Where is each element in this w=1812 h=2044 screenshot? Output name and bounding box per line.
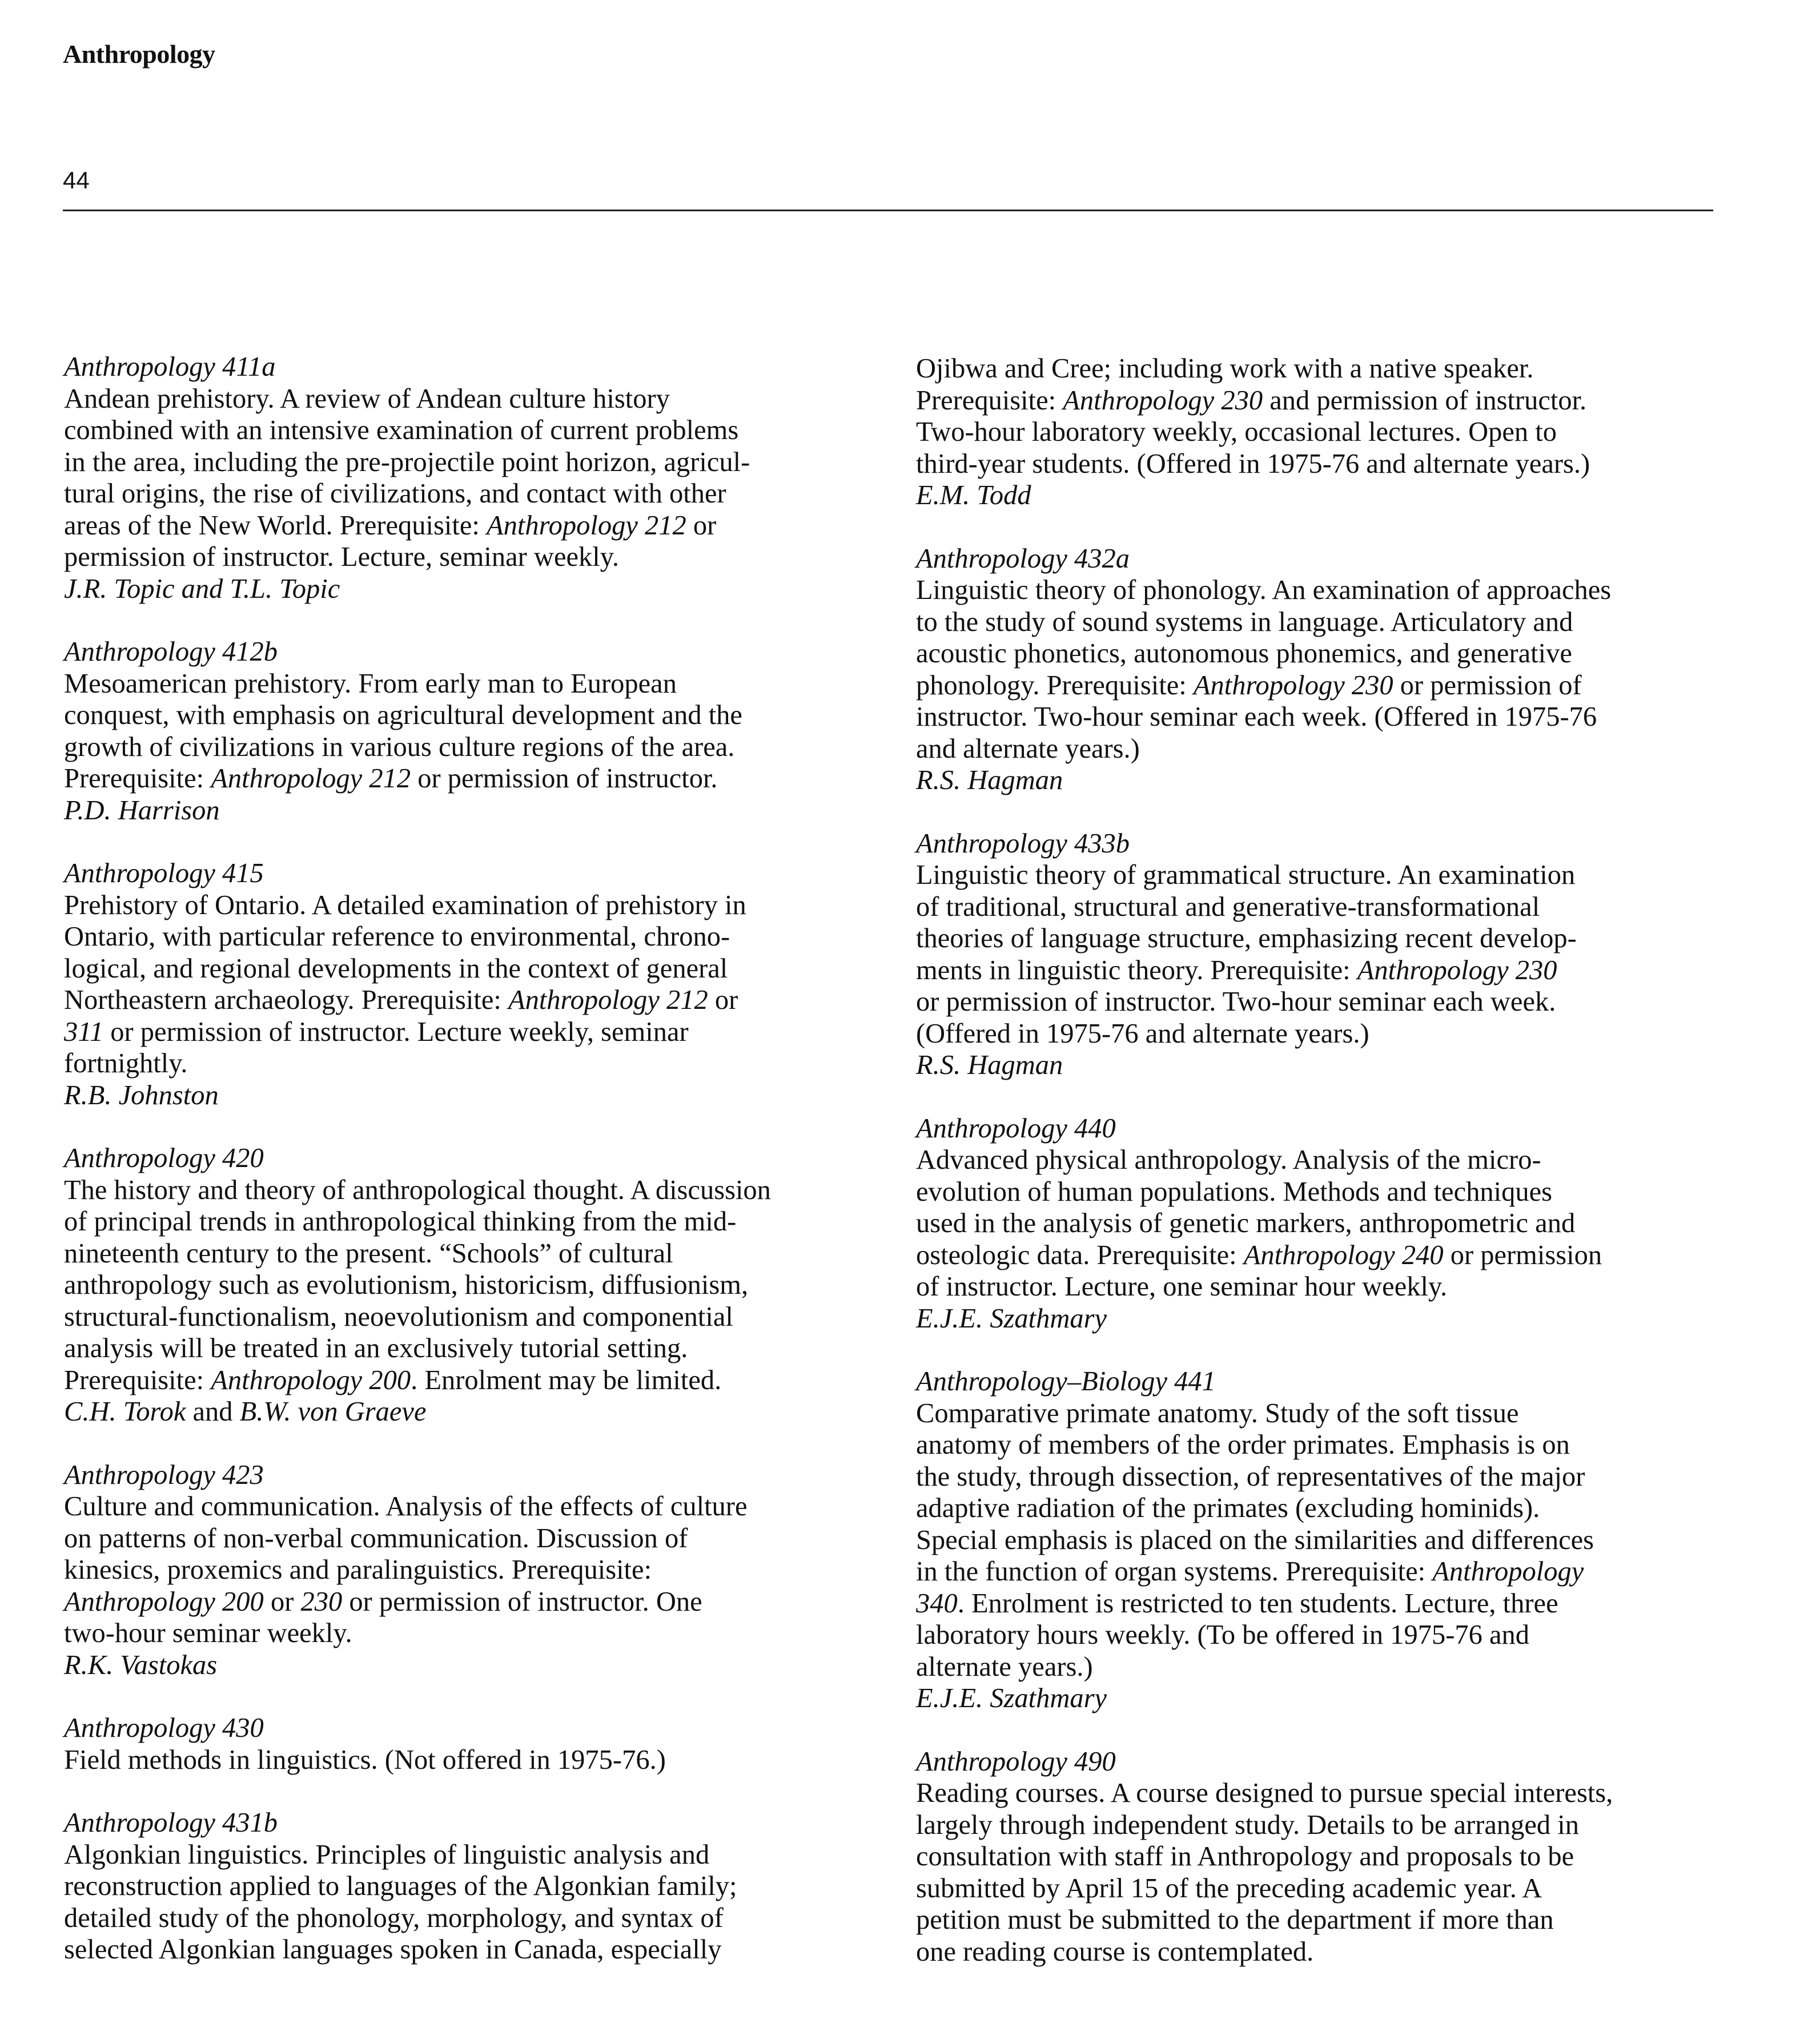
description-line: fortnightly. (64, 1048, 188, 1079)
description-line: nineteenth century to the present. “Schools” of cultural (64, 1238, 673, 1269)
description-line: osteologic data. Prerequisite: Anthropology 240 or permission (916, 1240, 1602, 1270)
course-entry (64, 1712, 875, 1776)
italic-reference: 340 (916, 1588, 958, 1619)
description-line: anatomy of members of the order primates. Emphasis is on (916, 1430, 1570, 1460)
course-instructor: P.D. Harrison (64, 795, 220, 826)
description-line: reconstruction applied to languages of the Algonkian family; (64, 1871, 737, 1901)
course-instructor: J.R. Topic and T.L. Topic (64, 573, 340, 604)
course-title: Anthropology 412b (64, 637, 278, 667)
description-line: Advanced physical anthropology. Analysis of the micro- (916, 1145, 1541, 1175)
description-line: and alternate years.) (916, 733, 1140, 764)
italic-reference: Anthropology 240 (1243, 1240, 1444, 1270)
description-line: Special emphasis is placed on the similarities and differences (916, 1524, 1594, 1555)
description-line: of instructor. Lecture, one seminar hour weekly. (916, 1272, 1448, 1302)
course-title: Anthropology 423 (64, 1459, 264, 1490)
description-line: acoustic phonetics, autonomous phonemics, and generative (916, 638, 1572, 669)
course-entry (64, 1142, 875, 1428)
description-line: theories of language structure, emphasizing recent develop- (916, 923, 1577, 953)
description-line: Ojibwa and Cree; including work with a native speaker. (916, 353, 1534, 384)
description-line: Culture and communication. Analysis of the effects of culture (64, 1491, 748, 1522)
description-line: 311 or permission of instructor. Lecture weekly, seminar (64, 1016, 689, 1047)
description-line: Prerequisite: Anthropology 200. Enrolment may be limited. (64, 1365, 722, 1395)
description-line: adaptive radiation of the primates (excluding hominids). (916, 1493, 1540, 1523)
description-line: largely through independent study. Details to be arranged in (916, 1809, 1579, 1840)
course-title: Anthropology 415 (64, 858, 264, 888)
course-instructor: R.K. Vastokas (64, 1649, 218, 1680)
description-line: submitted by April 15 of the preceding academic year. A (916, 1873, 1542, 1904)
description-line: Anthropology 200 or 230 or permission of instructor. One (64, 1586, 702, 1617)
header-divider (63, 210, 1713, 211)
italic-reference: C.H. Torok (64, 1397, 186, 1427)
description-line: Prerequisite: Anthropology 212 or permission of instructor. (64, 763, 718, 794)
description-line: on patterns of non-verbal communication. Discussion of (64, 1523, 688, 1554)
description-line: permission of instructor. Lecture, seminar weekly. (64, 542, 619, 572)
description-line: conquest, with emphasis on agricultural development and the (64, 700, 742, 730)
description-line: growth of civilizations in various culture regions of the area. (64, 731, 735, 762)
course-entry (64, 1459, 875, 1681)
italic-reference: Anthropology 230 (1063, 385, 1263, 416)
description-line: Linguistic theory of grammatical structure. An examination (916, 860, 1576, 890)
description-line: Prerequisite: Anthropology 230 and permission of instructor. (916, 385, 1587, 416)
description-line: logical, and regional developments in the context of general (64, 953, 728, 984)
description-line: structural-functionalism, neoevolutionism and componential (64, 1301, 733, 1332)
italic-reference: Anthropology 212 (486, 510, 686, 541)
course-entry (916, 1113, 1727, 1335)
course-entry (64, 1807, 875, 1966)
course-title: Anthropology 440 (916, 1113, 1116, 1144)
description-line: in the area, including the pre-projectile point horizon, agricul- (64, 446, 750, 477)
italic-reference: Anthropology 200 (211, 1365, 411, 1395)
description-line: Algonkian linguistics. Principles of linguistic analysis and (64, 1839, 710, 1870)
course-instructor: E.J.E. Szathmary (916, 1303, 1107, 1334)
course-title: Anthropology 432a (916, 543, 1130, 574)
description-line: third-year students. (Offered in 1975-76 and alternate years.) (916, 448, 1590, 479)
course-entry (916, 353, 1727, 512)
course-entry (64, 351, 875, 605)
description-line: detailed study of the phonology, morphology, and syntax of (64, 1902, 724, 1933)
description-line: of principal trends in anthropological thinking from the mid- (64, 1206, 737, 1237)
italic-reference: B.W. von Graeve (239, 1397, 427, 1427)
description-line: Mesoamerican prehistory. From early man to European (64, 668, 677, 699)
description-line: evolution of human populations. Methods and techniques (916, 1176, 1552, 1207)
course-entry (916, 1746, 1727, 1968)
description-line: in the function of organ systems. Prerequisite: Anthropology (916, 1556, 1584, 1587)
course-entry (916, 543, 1727, 796)
course-instructor: E.J.E. Szathmary (916, 1683, 1107, 1713)
italic-reference: Anthropology 230 (1193, 670, 1393, 701)
course-title: Anthropology–Biology 441 (916, 1366, 1216, 1397)
description-line: two-hour seminar weekly. (64, 1618, 352, 1648)
description-line: petition must be submitted to the department if more than (916, 1905, 1554, 1935)
page-number: 44 (63, 167, 90, 194)
course-entry (64, 636, 875, 826)
description-line: one reading course is contemplated. (916, 1936, 1314, 1967)
description-line: (Offered in 1975-76 and alternate years.) (916, 1018, 1369, 1049)
description-line: analysis will be treated in an exclusively tutorial setting. (64, 1333, 688, 1363)
description-line: used in the analysis of genetic markers, anthropometric and (916, 1208, 1576, 1238)
italic-reference: Anthropology 212 (211, 763, 411, 794)
description-line: 340. Enrolment is restricted to ten students. Lecture, three (916, 1588, 1558, 1619)
description-line: instructor. Two-hour seminar each week. (Offered in 1975-76 (916, 702, 1597, 732)
course-title: Anthropology 430 (64, 1713, 264, 1743)
description-line: Field methods in linguistics. (Not offered in 1975-76.) (64, 1744, 666, 1775)
description-line: areas of the New World. Prerequisite: Anthropology 212 or (64, 510, 717, 541)
italic-reference: Anthropology 230 (1357, 955, 1557, 985)
description-line: selected Algonkian languages spoken in Canada, especially (64, 1934, 722, 1965)
description-line: ments in linguistic theory. Prerequisite: Anthropology 230 (916, 955, 1557, 985)
page-header-title: Anthropology (63, 39, 215, 69)
course-instructor: R.B. Johnston (64, 1080, 219, 1110)
description-line: C.H. Torok and B.W. von Graeve (64, 1397, 427, 1427)
description-line: Linguistic theory of phonology. An examination of approaches (916, 575, 1612, 605)
description-line: tural origins, the rise of civilizations, and contact with other (64, 478, 726, 509)
right-column (916, 353, 1727, 1999)
course-entry (916, 828, 1727, 1081)
course-entry (916, 1366, 1727, 1715)
description-line: Ontario, with particular reference to environmental, chrono- (64, 922, 730, 952)
italic-reference: Anthropology 212 (508, 985, 708, 1015)
course-title: Anthropology 431b (64, 1808, 278, 1838)
description-line: laboratory hours weekly. (To be offered in 1975-76 and (916, 1620, 1530, 1650)
description-line: to the study of sound systems in language. Articulatory and (916, 606, 1573, 637)
course-instructor: R.S. Hagman (916, 765, 1063, 795)
italic-reference: Anthropology 200 (64, 1586, 264, 1617)
description-line: phonology. Prerequisite: Anthropology 230 or permission of (916, 670, 1582, 701)
description-line: alternate years.) (916, 1651, 1093, 1682)
description-line: anthropology such as evolutionism, historicism, diffusionism, (64, 1270, 749, 1300)
description-line: of traditional, structural and generative-transformational (916, 891, 1540, 922)
course-entry (64, 858, 875, 1111)
description-line: or permission of instructor. Two-hour seminar each week. (916, 987, 1556, 1017)
description-line: kinesics, proxemics and paralinguistics. Prerequisite: (64, 1555, 652, 1585)
description-line: consultation with staff in Anthropology and proposals to be (916, 1841, 1574, 1872)
description-line: Prehistory of Ontario. A detailed examination of prehistory in (64, 890, 746, 920)
course-title: Anthropology 420 (64, 1143, 264, 1173)
description-line: Two-hour laboratory weekly, occasional lectures. Open to (916, 417, 1557, 447)
italic-reference: 230 (300, 1586, 343, 1617)
description-line: Comparative primate anatomy. Study of the soft tissue (916, 1398, 1519, 1429)
italic-reference: Anthropology (1432, 1556, 1584, 1587)
course-title: Anthropology 433b (916, 828, 1130, 859)
course-instructor: R.S. Hagman (916, 1050, 1063, 1080)
description-line: The history and theory of anthropological thought. A discussion (64, 1174, 771, 1205)
course-title: Anthropology 411a (64, 352, 276, 382)
description-line: combined with an intensive examination of current problems (64, 415, 739, 445)
italic-reference: 311 (64, 1016, 104, 1047)
description-line: Northeastern archaeology. Prerequisite: Anthropology 212 or (64, 985, 738, 1015)
description-line: Reading courses. A course designed to pursue special interests, (916, 1778, 1613, 1808)
left-column (64, 351, 875, 1997)
description-line: the study, through dissection, of representatives of the major (916, 1461, 1585, 1492)
course-title: Anthropology 490 (916, 1746, 1116, 1777)
description-line: Andean prehistory. A review of Andean culture history (64, 383, 670, 414)
course-instructor: E.M. Todd (916, 480, 1031, 510)
